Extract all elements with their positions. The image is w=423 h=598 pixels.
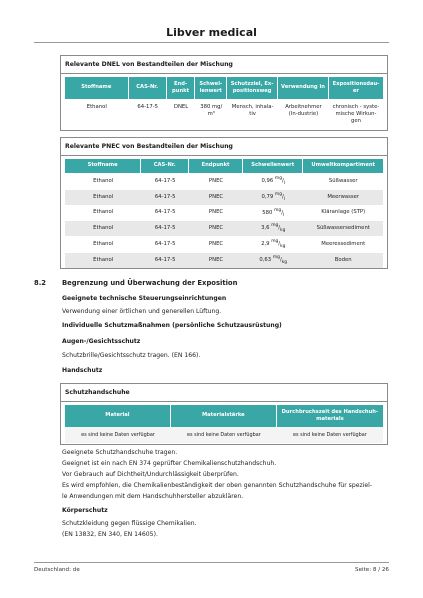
pnec-unit-top: mg xyxy=(272,254,280,260)
pnec-unit-top: mg xyxy=(271,239,279,245)
dnel-cas: 64-17-5 xyxy=(137,104,159,110)
hand-protection-heading: Handschutz xyxy=(62,367,103,374)
dnel-duration: chronisch - syste-mische Wirkun-gen xyxy=(332,104,380,125)
tech-controls-text: Verwendung einer örtlichen und generellen Lüftung. xyxy=(62,308,222,315)
dnel-substance: Ethanol xyxy=(86,104,107,110)
body-protection-heading: Körperschutz xyxy=(62,507,108,514)
pnec-col-header: CAS-Nr. xyxy=(141,159,189,173)
table-row xyxy=(65,220,383,236)
pnec-value-number: 0,96 xyxy=(261,177,274,184)
table-row xyxy=(65,236,383,252)
gloves-table-box xyxy=(60,383,388,445)
pnec-table xyxy=(65,159,383,268)
pnec-cas: 64-17-5 xyxy=(141,205,189,221)
eye-protection-heading: Augen-/Gesichtsschutz xyxy=(62,338,141,345)
pnec-value: 0,79 $^{mg}/_l$ xyxy=(243,189,303,205)
pnec-value: 3,6 $^{mg}/_{kg}$ xyxy=(243,220,303,236)
pnec-table-title: Relevante PNEC von Bestandteilen der Mischung xyxy=(61,138,387,156)
pnec-unit-bottom: l xyxy=(282,212,285,218)
pnec-value-number: 2,9 xyxy=(261,240,270,247)
body-protection-text: Schutzkleidung gegen flüssige Chemikalien. xyxy=(62,520,197,527)
dnel-header-row xyxy=(65,77,383,99)
pnec-value-number: 0,79 xyxy=(261,193,274,200)
dnel-table-box xyxy=(60,55,388,131)
glove-note: le Anwendungen mit dem Handschuhhersteller abzuklären. xyxy=(62,493,244,500)
dnel-col-header: Stoffname xyxy=(65,77,129,99)
body-protection-standards: (EN 13832, EN 340, EN 14605). xyxy=(62,531,158,538)
pnec-col-header: Stoffname xyxy=(65,159,141,173)
pnec-header-row xyxy=(65,159,383,173)
table-row xyxy=(65,252,383,268)
dnel-threshold xyxy=(195,99,227,141)
pnec-unit-bottom: kg xyxy=(280,228,286,234)
pnec-endpoint: PNEC xyxy=(189,236,243,252)
dnel-col-header: CAS-Nr. xyxy=(129,77,167,99)
table-row xyxy=(65,205,383,221)
pnec-substance: Ethanol xyxy=(65,236,141,252)
eye-protection-text: Schutzbrille/Gesichtsschutz tragen. (EN 166). xyxy=(62,352,201,359)
document-title: Libver medical xyxy=(166,26,257,39)
pnec-value-number: 0,63 xyxy=(259,256,272,263)
pnec-compartment: Süßwasser xyxy=(303,173,383,189)
section-number: 8.2 xyxy=(34,279,47,287)
pnec-endpoint: PNEC xyxy=(189,252,243,268)
pnec-value-number: 3,6 xyxy=(261,225,270,232)
pnec-cas: 64-17-5 xyxy=(141,220,189,236)
gloves-breakthrough: es sind keine Daten verfügbar xyxy=(277,427,383,443)
header-divider xyxy=(34,42,389,43)
dnel-threshold-unit: m³ xyxy=(207,111,215,118)
pnec-value: 2,9 $^{mg}/_{kg}$ xyxy=(243,236,303,252)
gloves-thickness: es sind keine Daten verfügbar xyxy=(171,427,277,443)
pnec-cas: 64-17-5 xyxy=(141,236,189,252)
dnel-endpoint: DNEL xyxy=(173,104,189,110)
pnec-compartment: Meeressediment xyxy=(303,236,383,252)
pnec-col-header: Schwellenwert xyxy=(243,159,303,173)
dnel-col-header: Expositionsdau-er xyxy=(329,77,383,99)
footer-divider xyxy=(34,562,389,563)
dnel-data-row xyxy=(65,99,383,141)
pnec-col-header: Endpunkt xyxy=(189,159,243,173)
dnel-col-header: End-punkt xyxy=(167,77,196,99)
dnel-col-header: Schwel-lenwert xyxy=(195,77,227,99)
pnec-unit-top: mg xyxy=(274,176,283,181)
gloves-table-title: Schutzhandschuhe xyxy=(61,384,387,402)
pnec-endpoint: PNEC xyxy=(189,205,243,221)
pnec-cas: 64-17-5 xyxy=(141,189,189,205)
pnec-unit-bottom: kg xyxy=(280,243,286,249)
table-row xyxy=(65,189,383,205)
dnel-threshold-value: 380 mg/ xyxy=(200,104,223,110)
table-row xyxy=(65,427,383,443)
pnec-substance: Ethanol xyxy=(65,173,141,189)
pnec-compartment: Boden xyxy=(303,252,383,268)
section-title: Begrenzung und Überwachung der Exposition xyxy=(62,279,238,287)
footer-country: Deutschland: de xyxy=(34,567,80,573)
pnec-endpoint: PNEC xyxy=(189,189,243,205)
dnel-target: Mensch, inhala-tiv xyxy=(231,104,274,118)
pnec-value: 0,63 $^{mg}/_{kg}$ xyxy=(243,252,303,268)
pnec-value: 580 $^{mg}/_l$ xyxy=(243,205,303,221)
dnel-col-header: Verwendung in xyxy=(278,77,329,99)
pnec-value-number: 580 xyxy=(262,209,273,216)
pnec-endpoint: PNEC xyxy=(189,220,243,236)
gloves-col-header: Durchbruchszeit des Handschuh-materials xyxy=(277,405,383,427)
pnec-substance: Ethanol xyxy=(65,252,141,268)
gloves-table xyxy=(65,405,383,443)
pnec-compartment: Meerwasser xyxy=(303,189,383,205)
table-row xyxy=(65,173,383,189)
page-number: Seite: 8 / 26 xyxy=(355,567,389,573)
pnec-cas: 64-17-5 xyxy=(141,173,189,189)
gloves-col-header: Materialstärke xyxy=(171,405,277,427)
pnec-substance: Ethanol xyxy=(65,220,141,236)
glove-note: Geeignet ist ein nach EN 374 geprüfter Chemikalienschutzhandschuh. xyxy=(62,460,277,467)
dnel-use: Arbeitnehmer (In-dustrie) xyxy=(285,104,322,118)
pnec-unit-top: mg xyxy=(274,207,282,213)
dnel-col-header: Schutzziel, Ex-positionsweg xyxy=(227,77,278,99)
gloves-material: es sind keine Daten verfügbar xyxy=(65,427,171,443)
pnec-unit-top: mg xyxy=(274,191,283,197)
glove-note: Vor Gebrauch auf Dichtheit/Undurchlässigkeit überprüfen. xyxy=(62,471,239,478)
pnec-unit-top: mg xyxy=(271,223,279,229)
pnec-unit-bottom: l xyxy=(283,180,286,186)
glove-note: Geeignete Schutzhandschuhe tragen. xyxy=(62,449,178,456)
pnec-unit-bottom: kg xyxy=(281,259,288,265)
pnec-table-box xyxy=(60,137,388,269)
pnec-value: 0,96 $^{mg}/_l$ xyxy=(243,173,303,189)
tech-controls-heading: Geeignete technische Steuerungseinrichtungen xyxy=(62,295,227,302)
pnec-endpoint: PNEC xyxy=(189,173,243,189)
pnec-cas: 64-17-5 xyxy=(141,252,189,268)
pnec-compartment: Süßwassersediment xyxy=(303,220,383,236)
pnec-unit-bottom: l xyxy=(283,196,286,202)
pnec-col-header: Umweltkompartiment xyxy=(303,159,383,173)
pnec-substance: Ethanol xyxy=(65,189,141,205)
pnec-substance: Ethanol xyxy=(65,205,141,221)
dnel-table-title: Relevante DNEL von Bestandteilen der Mischung xyxy=(61,56,387,74)
gloves-header-row xyxy=(65,405,383,427)
glove-note: Es wird empfohlen, die Chemikalienbeständigkeit der oben genannten Schutzhandschuhe für speziel- xyxy=(62,482,373,489)
dnel-table xyxy=(65,77,383,141)
ppe-heading: Individuelle Schutzmaßnahmen (persönliche Schutzausrüstung) xyxy=(62,322,282,329)
gloves-col-header: Material xyxy=(65,405,171,427)
pnec-compartment: Kläranlage (STP) xyxy=(303,205,383,221)
